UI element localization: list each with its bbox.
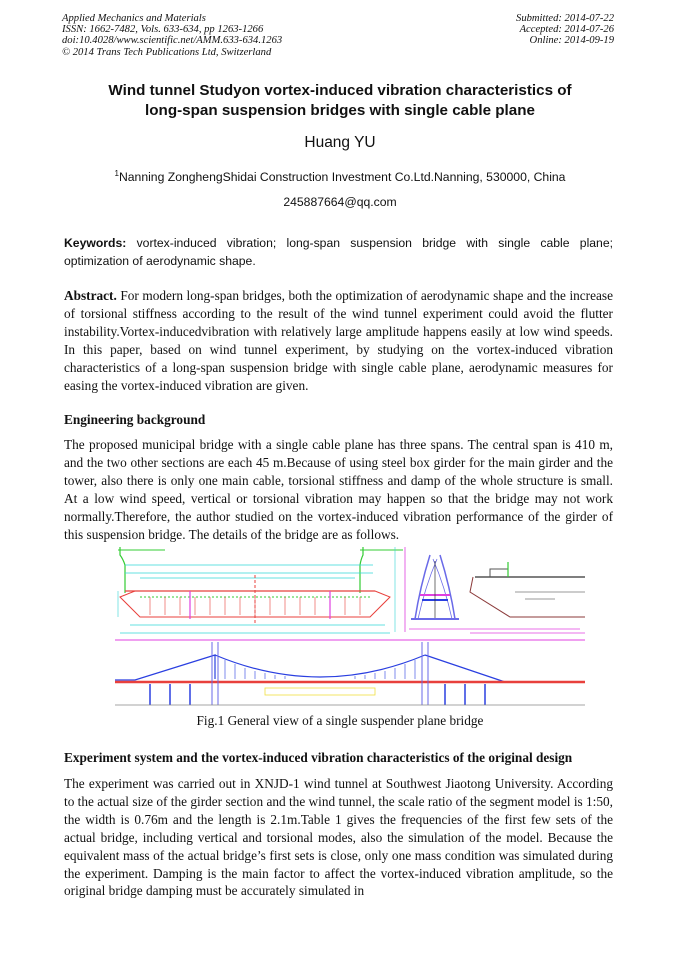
bridge-drawing-icon — [115, 547, 585, 707]
paper-title — [60, 81, 620, 121]
online-date: Online: 2014-09-19 — [529, 35, 614, 47]
bridge-elevation — [115, 640, 585, 705]
abstract-label: Abstract. — [64, 288, 117, 303]
doi-line: doi:10.4028/www.scientific.net/AMM.633-634.1263 — [62, 35, 283, 47]
keywords-text: vortex-induced vibration; long-span suspension bridge with single cable plane; optimization of aerodynamic shape. — [64, 236, 613, 268]
girder-cross-section — [118, 547, 405, 633]
half-section-detail — [470, 562, 585, 633]
abstract — [64, 287, 613, 394]
submitted-date: Submitted: 2014-07-22 — [516, 13, 614, 24]
title-line-2: long-span suspension bridges with single cable plane — [145, 102, 535, 119]
keywords — [64, 234, 613, 270]
section-body-engineering-background: The proposed municipal bridge with a single cable plane has three spans. The central span is 410 m, and the two other sections are each 45 m.Because of using steel box girder for the main girder and the tower, also there is only one main cable, torsional stiffness and damp of the whole structure is small. At a low wind speed, vertical or torsional vibration may happen so that the bridge may not work normally.Therefore, the author studied on the vortex-induced vibration performance of the girder of this suspension bridge. The details of the bridge are as follows. — [64, 437, 613, 542]
accepted-date: Accepted: 2014-07-26 — [519, 24, 614, 36]
journal-name: Applied Mechanics and Materials — [62, 13, 206, 24]
affiliation — [60, 169, 620, 184]
section-heading-experiment-system: Experiment system and the vortex-induced vibration characteristics of the original design — [64, 750, 573, 765]
title-line-1: Wind tunnel Studyon vortex-induced vibration characteristics of — [108, 82, 572, 99]
figure-caption: Fig.1 General view of a single suspender plane bridge — [196, 713, 484, 728]
issn-line: ISSN: 1662-7482, Vols. 633-634, pp 1263-1266 — [62, 24, 264, 36]
abstract-text: For modern long-span bridges, both the optimization of aerodynamic shape and the increase of torsional stiffness according to the result of the wind tunnel experiment could avoid the flutter instability.Vortex-inducedvibration with relatively large amplitude happens easily at low wind speeds. In this paper, based on wind tunnel experiment, by studying on the vortex-induced vibration characteristics of a long-span suspension bridge with single cable plane, aerodynamic measures for easing the vortex-induced vibration are given. — [64, 288, 613, 393]
keywords-label: Keywords: — [64, 236, 127, 250]
copyright-line: © 2014 Trans Tech Publications Ltd, Switzerland — [62, 46, 272, 58]
figure-bridge-drawing — [115, 547, 585, 707]
affiliation-superscript: 1 — [114, 169, 119, 178]
section-heading-engineering-background: Engineering background — [64, 412, 206, 427]
author-name: Huang YU — [304, 134, 376, 151]
section-body-experiment-system: The experiment was carried out in XNJD-1 wind tunnel at Southwest Jiaotong University. According to the actual size of the girder section and the wind tunnel, the scale ratio of the segment model is 1:50, the width is 0.76m and the length is 2.1m.Table 1 gives the frequencies of the first few sets of the actual bridge, including vertical and torsional modes, also the simulation of the model. Because the equivalent mass of the actual bridge’s first sets is close, only one mass condition was simulated during the experiment. Damping is the main factor to affect the vortex-induced vibration amplitude, so the original bridge damping must be accurately simulated in — [64, 776, 613, 899]
journal-header — [62, 13, 282, 58]
affiliation-text: Nanning ZonghengShidai Construction Investment Co.Ltd.Nanning, 530000, China — [118, 170, 566, 184]
dates-header — [516, 13, 614, 47]
author-email[interactable]: 245887664@qq.com — [283, 195, 397, 209]
